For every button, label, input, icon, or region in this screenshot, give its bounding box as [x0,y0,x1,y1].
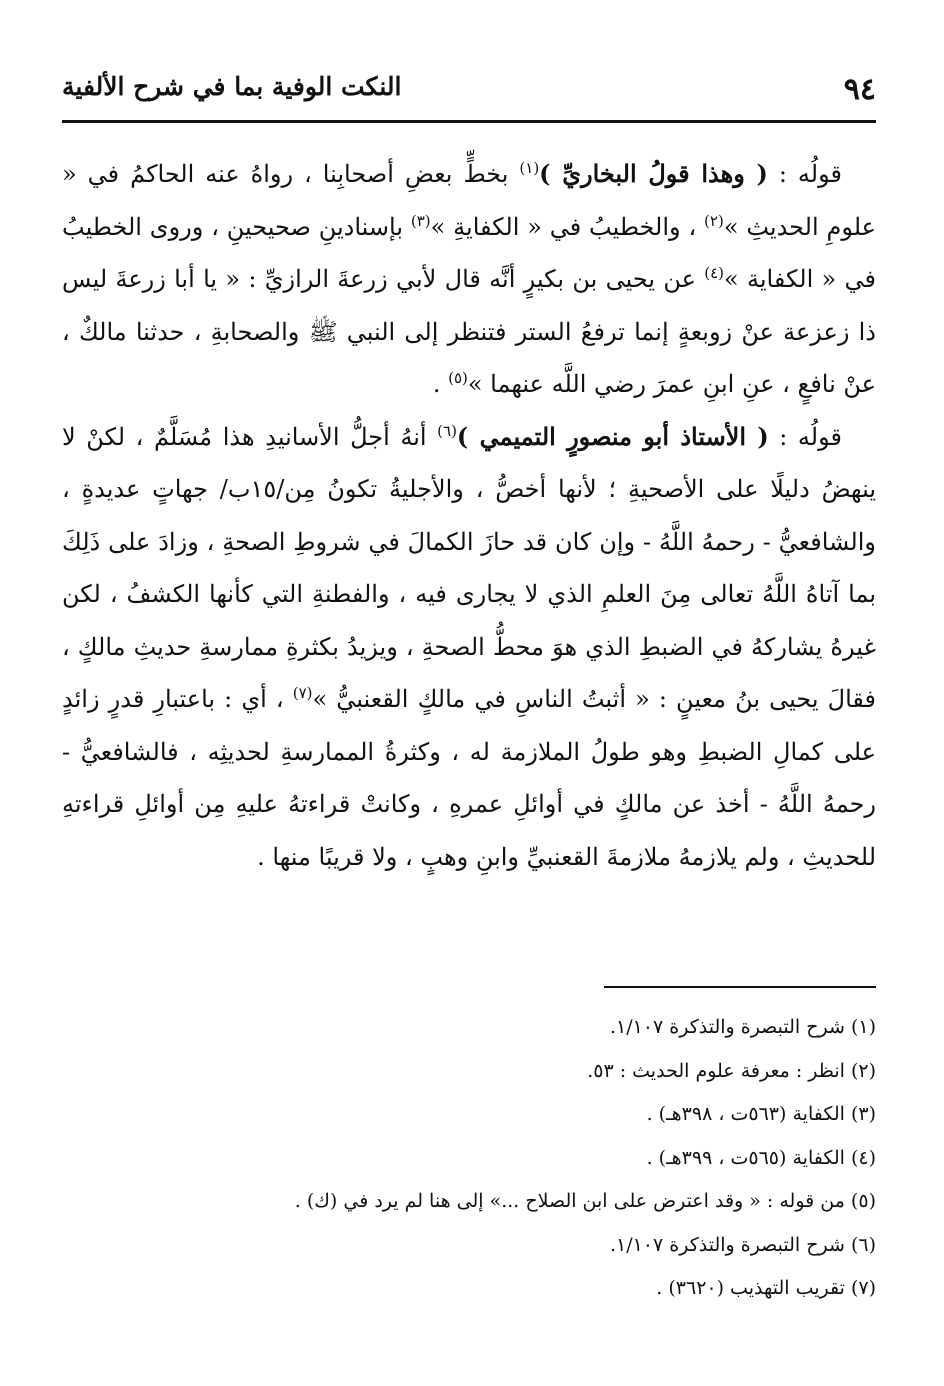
paragraph-text: ، والخطيبُ في « الكفايةِ » [430,212,705,241]
footnote-4: (٤) الكفاية (٥٦٥ت ، ٣٩٩هـ) . [646,1146,876,1169]
footnote-7: (٧) تقريب التهذيب (٣٦٢٠) . [656,1277,876,1299]
footnote-ref: (٤) [704,264,725,282]
quoted-lemma: ( الأستاذ أبو منصورٍ التميمي ) [456,421,769,451]
footnote-5: (٥) من قوله : « وقد اعترض على ابن الصلاح ...» إلى هنا لم يرد في (ك) . [294,1190,876,1212]
footnote-ref: (٢) [704,211,724,230]
running-title: النكت الوفية بما في شرح الألفية [62,72,402,101]
footnote-ref: (٣) [410,211,431,230]
paragraph-text: قولُه : [767,160,842,188]
footnote-3: (٣) الكفاية (٥٦٣ت ، ٣٩٨هـ) . [646,1103,876,1125]
footnote-ref: (٧) [292,684,313,702]
quoted-lemma: ( وهذا قولُ البخاريِّ ) [539,159,768,188]
paragraph-text: بإسنادينِ صحيحينِ ، وروى الخطيبُ في « الكفاية » [62,212,876,293]
footnote-ref: (٦) [437,421,457,440]
footnotes [62,1006,876,1311]
footnote-1: (١) شرح التبصرة والتذكرة ١/١٠٧. [609,1016,876,1038]
paragraph-text: عن يحيى بن بكيرٍ أنَّه قال لأبي زرعةَ الرازيِّ : « يا أبا زرعةَ ليس ذا زعزعة عنْ زوبعةٍ إنما ترفعُ الستر فتنظر إلى النبي ﷺ والصحابةِ ، حدثنا مالكٌ ، عنْ نافعٍ ، عنِ ابنِ عمرَ رضي اللَّه عنهما » [62,265,876,398]
paragraph-text: بخطٍّ بعضِ أصحابِنا ، رواهُ عنه الحاكمُ في « علومِ الحديثِ » [62,160,877,241]
paragraph-bukhari [62,148,876,411]
paragraph-text: أنهُ أجلُّ الأسانيدِ هذا مُسَلَّمٌ ، لكنْ لا ينهضُ دليلًا على الأصحيةِ ؛ لأنها أخصُّ ، والأجليةُ تكونُ مِن/١٥ب/ جهاتٍ عديدةٍ ، والشافعيُّ - رحمهُ اللَّهُ - وإن كان قد حازَ الكمالَ في شروطِ الصحةِ ، وزادَ على ذَلِكَ بما آتاهُ اللَّهُ تعالى مِنَ العلمِ الذي لا يجارى فيه ، والفطنةِ التي كأنها الكشفُ ، لكن غيرهُ يشاركهُ في الضبطِ الذي هوَ محطُّ الصحةِ ، ويزيدُ بكثرةِ ممارسةِ حديثِ مالكٍ ، فقالَ يحيى بنُ معينٍ : « أثبتُ الناسِ في مالكٍ القعنبيُّ » [62,422,877,713]
footnote-6: (٦) شرح التبصرة والتذكرة ١/١٠٧. [609,1233,876,1256]
body-text [62,148,876,883]
paragraph-text: . [432,370,449,398]
footnote-ref: (٥) [448,369,468,387]
book-page [62,0,876,1386]
paragraph-abu-mansur [62,411,876,884]
paragraph-text: قولُه : [768,422,842,451]
page-header [62,72,876,116]
footnote-rule [604,986,876,988]
page-number: ٩٤ [843,72,876,107]
header-rule [62,120,876,123]
paragraph-text: ، أي : باعتبارِ قدرٍ زائدٍ على كمالِ الضبطِ وهو طولُ الملازمة له ، وكثرةُ الممارسةِ لحديثِه ، فالشافعيُّ - رحمهُ اللَّهُ - أخذ عن مالكٍ في أوائلِ عمرهِ ، وكانتْ قراءتهُ عليهِ مِن أوائلِ قراءتهِ للحديثِ ، ولم يلازمهُ ملازمةَ القعنبيِّ وابنِ وهبٍ ، ولا قريبًا منها . [62,685,876,871]
footnote-2: (٢) انظر : معرفة علوم الحديث : ٥٣. [587,1059,876,1082]
footnote-ref: (١) [519,159,540,177]
